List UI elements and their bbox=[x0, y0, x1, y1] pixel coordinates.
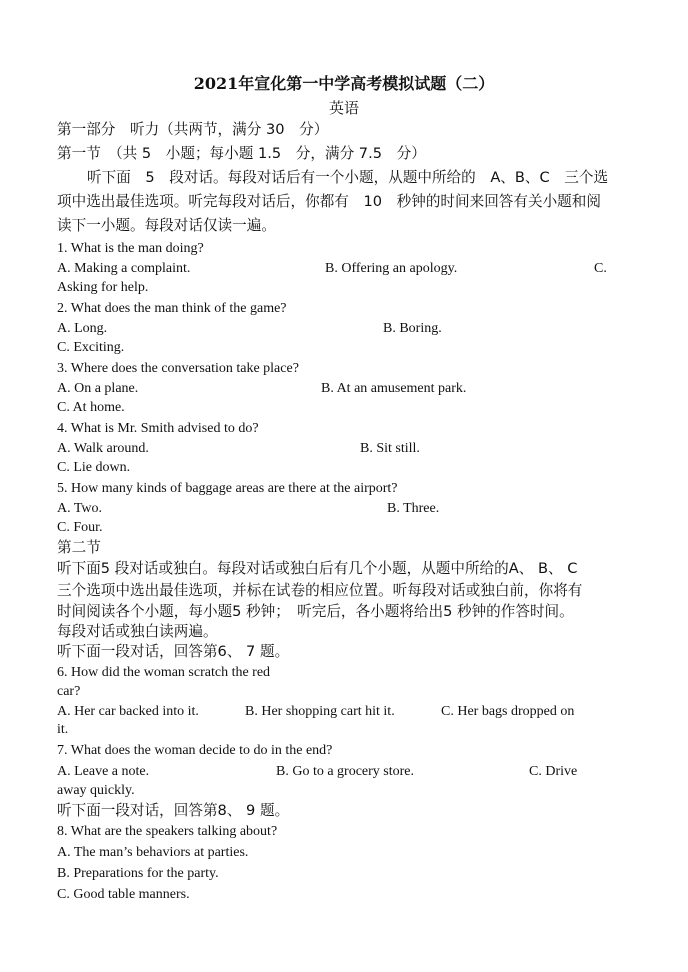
option-c: C. Lie down. bbox=[57, 460, 131, 475]
option-a: A. Walk around. bbox=[57, 441, 149, 456]
instruction-line: 三个选项中选出最佳选项，并标在试卷的相应位置。听每段对话或独白前，你将有 bbox=[57, 582, 583, 599]
option-b: B. Preparations for the party. bbox=[57, 866, 219, 881]
option-c: C. Drive bbox=[529, 764, 578, 779]
section-one-heading: 第一节 （共 5 小题；每小题 1.5 分，满分 7.5 分） bbox=[57, 145, 426, 162]
option-c: C. Her bags dropped on bbox=[441, 704, 575, 719]
question-stem: 1. What is the man doing? bbox=[57, 241, 204, 256]
option-c-text: Asking for help. bbox=[57, 280, 149, 295]
part-one-heading: 第一部分 听力（共两节，满分 30 分） bbox=[57, 121, 329, 138]
option-a: A. Leave a note. bbox=[57, 764, 150, 779]
option-a: A. Her car backed into it. bbox=[57, 704, 199, 719]
section-two-heading: 第二节 bbox=[57, 539, 101, 556]
question-stem-cont: car? bbox=[57, 684, 81, 699]
option-c: C. Good table manners. bbox=[57, 887, 190, 902]
option-b: B. Offering an apology. bbox=[325, 261, 458, 276]
option-b: B. At an amusement park. bbox=[321, 381, 467, 396]
option-c: C. Four. bbox=[57, 520, 103, 535]
question-stem: 5. How many kinds of baggage areas are there at the airport? bbox=[57, 481, 398, 496]
option-c-cont: it. bbox=[57, 722, 69, 737]
option-b: B. Boring. bbox=[383, 321, 442, 336]
instruction-line: 读下一小题。每段对话仅读一遍。 bbox=[57, 217, 276, 234]
option-b: B. Go to a grocery store. bbox=[276, 764, 415, 779]
question-stem: 6. How did the woman scratch the red bbox=[57, 665, 271, 680]
listen-prompt-8-9: 听下面一段对话，回答第8、 9 题。 bbox=[57, 802, 290, 819]
option-c: C. bbox=[594, 261, 607, 276]
option-c: C. Exciting. bbox=[57, 340, 125, 355]
option-b: B. Three. bbox=[387, 501, 440, 516]
exam-title: 2021年宣化第一中学高考模拟试题（二） bbox=[193, 74, 495, 93]
subject-title: 英语 bbox=[328, 99, 359, 117]
option-b: B. Her shopping cart hit it. bbox=[245, 704, 395, 719]
listen-prompt-6-7: 听下面一段对话，回答第6、 7 题。 bbox=[57, 643, 290, 660]
question-stem: 8. What are the speakers talking about? bbox=[57, 824, 278, 839]
option-a: A. Two. bbox=[57, 501, 103, 516]
instruction-line: 听下面 5 段对话。每段对话后有一个小题，从题中所给的 A、B、C 三个选 bbox=[87, 169, 609, 186]
instruction-line: 项中选出最佳选项。听完每段对话后，你都有 10 秒钟的时间来回答有关小题和阅 bbox=[57, 193, 601, 210]
question-stem: 2. What does the man think of the game? bbox=[57, 301, 287, 316]
question-stem: 4. What is Mr. Smith advised to do? bbox=[57, 421, 259, 436]
question-stem: 7. What does the woman decide to do in the end? bbox=[57, 743, 333, 758]
option-a: A. On a plane. bbox=[57, 381, 139, 396]
instruction-line: 时间阅读各个小题，每小题5 秒钟； 听完后，各小题将给出5 秒钟的作答时间。 bbox=[57, 603, 574, 620]
option-c: C. At home. bbox=[57, 400, 125, 415]
option-b: B. Sit still. bbox=[360, 441, 420, 456]
option-a: A. The man’s behaviors at parties. bbox=[57, 845, 249, 860]
question-stem: 3. Where does the conversation take place? bbox=[57, 361, 299, 376]
instruction-line: 每段对话或独白读两遍。 bbox=[57, 623, 218, 640]
option-c-cont: away quickly. bbox=[57, 783, 135, 798]
option-a: A. Making a complaint. bbox=[57, 261, 191, 276]
option-a: A. Long. bbox=[57, 321, 108, 336]
instruction-line: 听下面5 段对话或独白。每段对话或独白后有几个小题，从题中所给的A、 B、 C bbox=[57, 560, 578, 577]
